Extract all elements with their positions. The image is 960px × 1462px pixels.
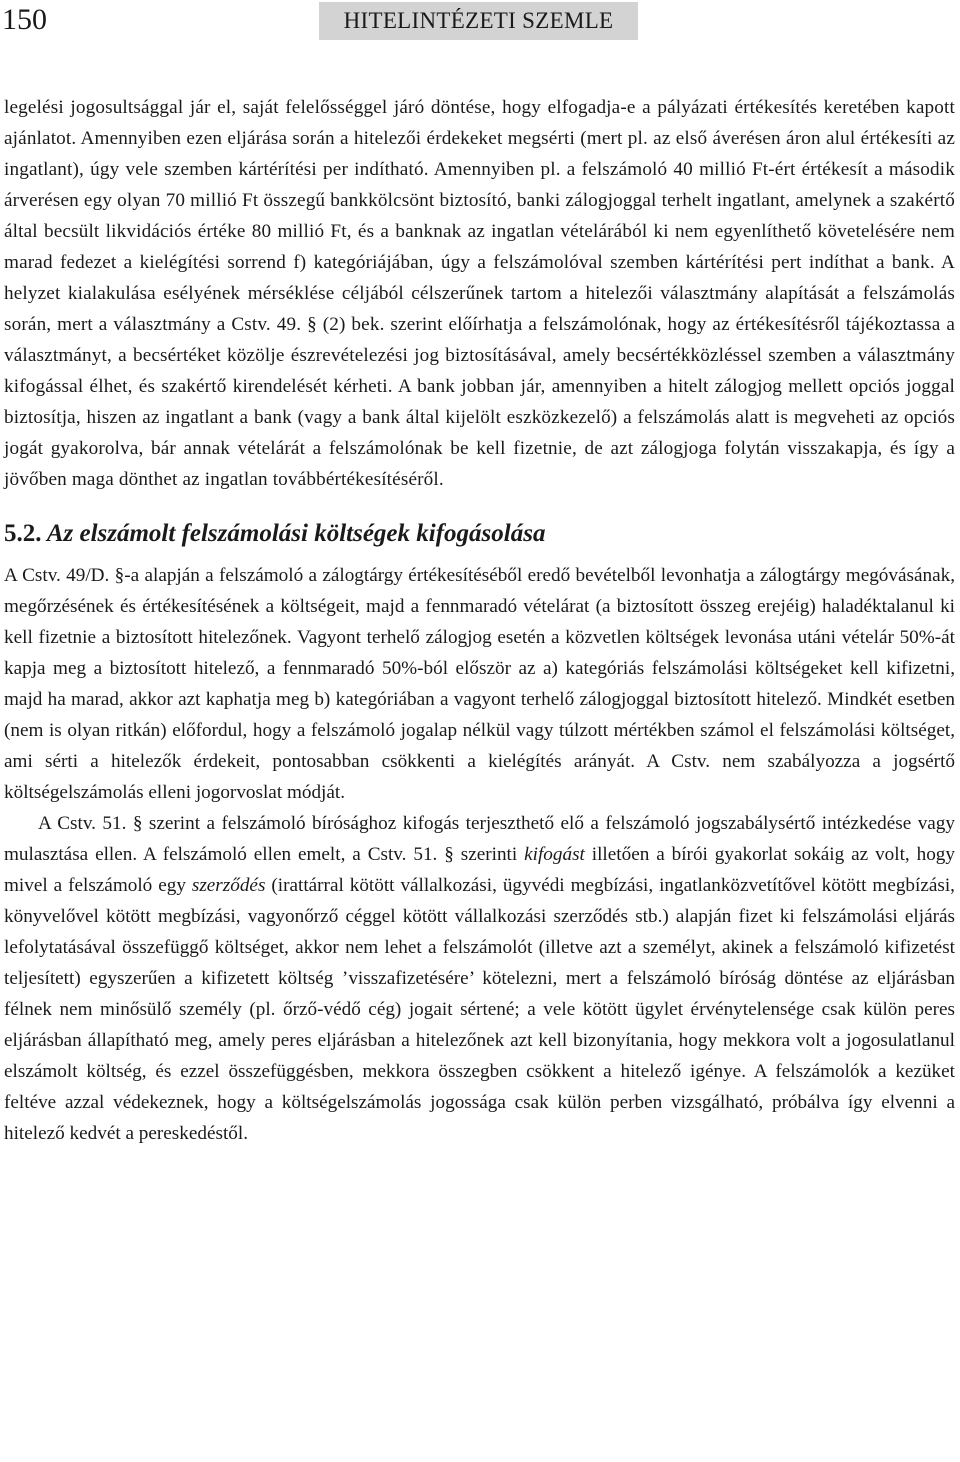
paragraph-3-part-b: illetően a bírói gyakorlat sokáig az volt, hogy mivel a felszámoló egy — [4, 844, 955, 896]
paragraph-3-part-c: (irattárral kötött vállalkozási, ügyvédi megbízási, ingatlanközvetítővel kötött megbízási, könyvelővel kötött megbízási, vagyonőrző céggel kötött vállalkozási szerződés stb.) alapján fizet ki felszámolási eljárás lefolytatásával összefüggő költséget, akkor nem lehet a felszámolót (illetve azt a személyt, akinek a felszámoló kifizetést teljesített) egyszerűen a kifizetett költség ’visszafizetésére’ kötelezni, mert a felszámoló bíróság döntése az eljárásban félnek nem minősülő személy (pl. őrző-védő cég) jogait sértené; a vele kötött ügylet érvénytelensége csak külön peres eljárásban állapítható meg, amely peres eljárásban a hitelezőnek azt kell bizonyítania, hogy mekkora volt a jogosulatlanul elszámolt költség, és ezzel összefüggésben, mekkora összegben csökkent a hitelező igénye. A felszámolók a kezüket feltéve azzal védekeznek, hogy a költségelszámolás jogossága csak külön perben vizsgálható, próbálva így elvenni a hitelező kedvét a pereskedéstől. — [4, 875, 955, 1144]
page-header — [0, 0, 960, 44]
article-body — [4, 92, 955, 1149]
section-heading — [4, 518, 955, 560]
emphasis-kifogast: kifogást — [524, 844, 585, 865]
paragraph-3-part-a: A Cstv. 51. § szerint a felszámoló bírósághoz kifogás terjeszthető elő a felszámoló jogszabálysértő intézkedése vagy mulasztása ellen. A felszámoló ellen emelt, a Cstv. 51. § szerinti — [4, 813, 955, 865]
section-number: 5.2. — [4, 520, 42, 547]
emphasis-szerzodes: szerződés — [191, 875, 266, 896]
section-title: Az elszámolt felszámolási költségek kifogásolása — [46, 520, 546, 547]
page-number: 150 — [2, 3, 47, 36]
paragraph-1: legelési jogosultsággal jár el, saját felelősséggel járó döntése, hogy elfogadja-e a pályázati értékesítés keretében kapott ajánlatot. Amennyiben ezen eljárása során a hitelezői érdekeket megsérti (mert pl. az első áverésen áron alul értékesíti az ingatlant), úgy vele szemben kártérítési per indítható. Amennyiben pl. a felszámoló 40 millió Ft-ért értékesít a második árverésen egy olyan 70 millió Ft összegű bankkölcsönt biztosító, banki zálogjoggal terhelt ingatlant, amelynek a szakértő által becsült likvidációs értéke 80 millió Ft, és a banknak az ingatlan vételárából ki nem egyenlíthető követelésére nem marad fedezet a kielégítési sorrend f) kategóriájában, úgy a felszámolóval szemben kártérítési pert indíthat a bank. A helyzet kialakulása esélyének mérséklése céljából célszerűnek tartom a hitelezői választmány alapítását a felszámolás során, mert a választmány a Cstv. 49. § (2) bek. szerint előírhatja a felszámolónak, hogy az értékesítésről tájékoztassa a választmányt, a becsértéket közölje észrevételezési jog biztosításával, amely becsértékközléssel szemben a választmány kifogással élhet, és szakértő kirendelését kérheti. A bank jobban jár, amennyiben a hitelt zálogjog mellett opciós joggal biztosítja, hiszen az ingatlant a bank (vagy a bank által kijelölt eszközkezelő) a felszámolás alatt is megveheti az opciós jogát gyakorolva, bár annak vételárát a felszámolónak be kell fizetnie, de azt zálogjoga folytán visszakapja, és így a jövőben maga dönthet az ingatlan továbbértékesítéséről. — [4, 97, 955, 490]
paragraph-3 — [4, 808, 955, 1149]
journal-title: HITELINTÉZETI SZEMLE — [319, 2, 638, 40]
paragraph-2: A Cstv. 49/D. §-a alapján a felszámoló a zálogtárgy értékesítéséből eredő bevételből levonhatja a zálogtárgy megóvásának, megőrzésének és értékesítésének a költségeit, majd a fennmaradó vételárat (a biztosított összeg erejéig) haladéktalanul ki kell fizetnie a biztosított hitelezőnek. Vagyont terhelő zálogjog esetén a közvetlen költségek levonása utáni vételár 50%-át kapja meg a biztosított hitelező, a fennmaradó 50%-ból először az a) kategóriás felszámolási költségeket kell kifizetni, majd ha marad, akkor azt kaphatja meg b) kategóriában a vagyont terhelő zálogjoggal biztosított hitelező. Mindkét esetben (nem is olyan ritkán) előfordul, hogy a felszámoló jogalap nélkül vagy túlzott mértékben számol el felszámolási költséget, ami sérti a hitelezők érdekeit, pontosabban csökkenti a kielégítés arányát. A Cstv. nem szabályozza a jogsértő költségelszámolás elleni jogorvoslat módját. — [4, 565, 955, 803]
